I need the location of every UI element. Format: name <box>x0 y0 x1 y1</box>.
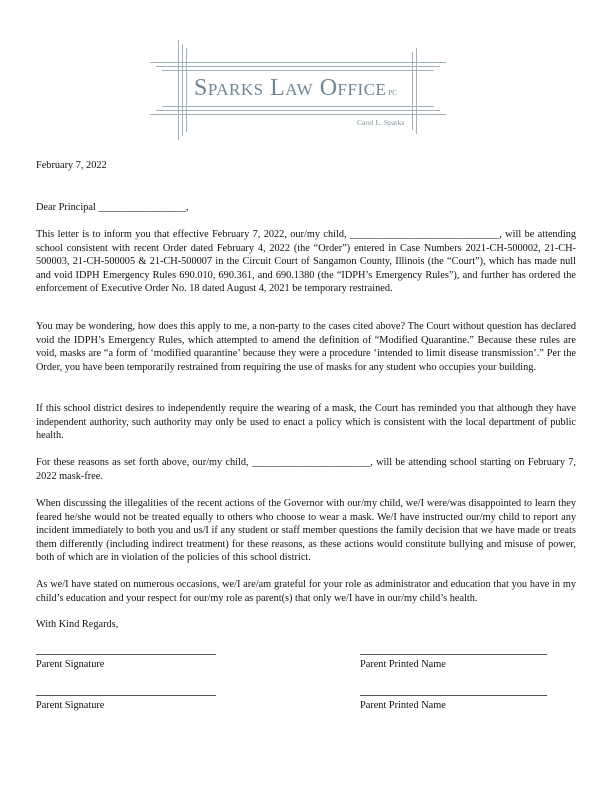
paragraph-6: As we/I have stated on numerous occasions, we/I are/am grateful for your role as administrator and education that you have in my child’s education and your respect for our/my role as parent(s) that only we/I have in our/my child’s health. <box>36 579 576 604</box>
attorney-name: Carol L. Sparks <box>357 118 405 127</box>
letterhead-rule <box>186 48 187 132</box>
letterhead-rule <box>412 52 413 130</box>
paragraph-3: If this school district desires to independently require the wearing of a mask, the Court has reminded you that although they have independent authority, such authority may only be used to enact a policy which is consistent with the local department of public health. <box>36 403 576 442</box>
letterhead-rule <box>156 110 440 111</box>
letterhead-rule <box>182 44 183 136</box>
signature-line[interactable] <box>36 654 216 655</box>
printed-name-line[interactable] <box>360 695 547 696</box>
parent-signature-label-1: Parent Signature <box>36 659 105 670</box>
letterhead-rule <box>416 48 417 134</box>
firm-name-text: Sparks Law Office <box>194 75 387 101</box>
printed-name-line[interactable] <box>360 654 547 655</box>
letterhead-rule <box>178 40 179 140</box>
firm-suffix: PC <box>388 89 397 97</box>
paragraph-1: This letter is to inform you that effective February 7, 2022, our/my child, _____________________________, will be attending school consistent with recent Order dated February 4, 2022 (the “Order”) entered in Case Numbers 2021-CH-500002, 21-CH-500003, 21-CH-500005 & 21-CH-500007 in the Circuit Court of Sangamon County, Illinois (the “Court”), which has made null and void IDPH Emergency Rules 690.010, 690.361, and 690.1380 (the “IDPH’s Emergency Rules”), and further has ordered the enforcement of Executive Order No. 18 dated August 4, 2021 be temporary restrained. <box>36 229 576 295</box>
letterhead <box>150 40 446 140</box>
letterhead-rule <box>150 114 446 115</box>
paragraph-5: When discussing the illegalities of the recent actions of the Governor with our/my child, we/I were/was disappointed to learn they feared he/she would not be treated equally to others who choose to wear a mask. We/I have instructed our/my child to report any incident immediately to both you and us/I if any student or staff member questions the family decision that we have made or treats them differently (including indirect treatment) for these reasons, as these actions would constitute bullying and misuse of power, both of which are in violation of the policies of this school district. <box>36 498 576 564</box>
letter-date: February 7, 2022 <box>36 160 107 171</box>
letterhead-rule <box>156 66 440 67</box>
parent-printed-name-label-1: Parent Printed Name <box>360 659 446 670</box>
parent-printed-name-label-2: Parent Printed Name <box>360 700 446 711</box>
parent-signature-label-2: Parent Signature <box>36 700 105 711</box>
paragraph-2: You may be wondering, how does this apply to me, a non-party to the cases cited above? The Court without question has declared void the IDPH’s Emergency Rules, which attempted to amend the definition of “Modified Quarantine.” Because these rules are void, masks are “a form of ‘modified quarantine’ because they were a procedure ‘intended to limit disease transmission’.” Per the Order, you have been temporarily restrained from requiring the use of masks for any student who occupies your building. <box>36 321 576 373</box>
firm-name <box>194 75 397 102</box>
letterhead-rule <box>162 106 434 107</box>
letterhead-rule <box>150 62 446 63</box>
closing: With Kind Regards, <box>36 619 119 630</box>
letterhead-rule <box>162 70 434 71</box>
salutation: Dear Principal _________________, <box>36 202 189 213</box>
signature-line[interactable] <box>36 695 216 696</box>
paragraph-4: For these reasons as set forth above, our/my child, _______________________, will be attending school starting on February 7, 2022 mask-free. <box>36 457 576 482</box>
